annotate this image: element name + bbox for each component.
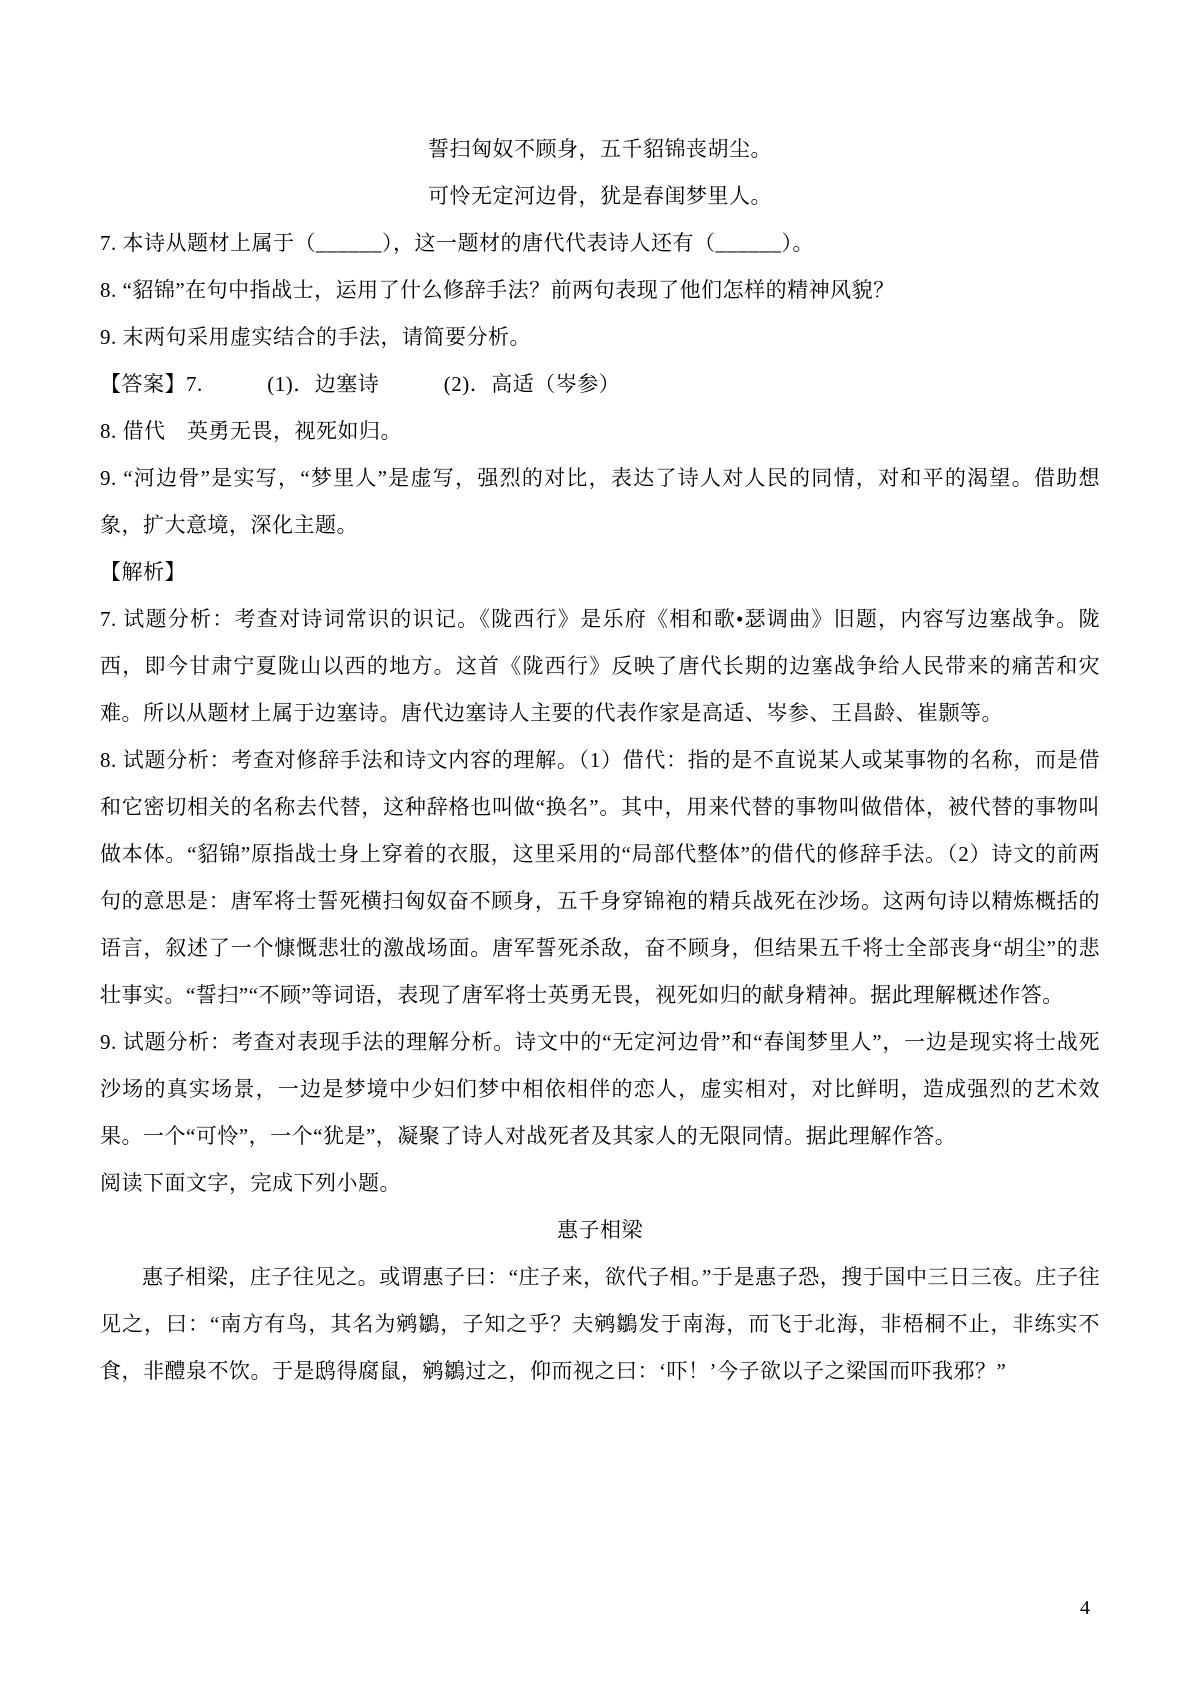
document-content xyxy=(100,126,1100,1395)
answer-9: 9. “河边骨”是实写，“梦里人”是虚写，强烈的对比，表达了诗人对人民的同情，对和平的渴望。借助想象，扩大意境，深化主题。 xyxy=(100,466,1100,537)
page-number: 4 xyxy=(1080,1597,1090,1619)
poem-line-1: 誓扫匈奴不顾身，五千貂锦丧胡尘。 xyxy=(428,137,772,161)
answer-8: 8. 借代 英勇无畏，视死如归。 xyxy=(100,419,402,443)
passage-text: 惠子相梁，庄子往见之。或谓惠子曰：“庄子来，欲代子相。”于是惠子恐，搜于国中三日三夜。庄子往见之，曰：“南方有鸟，其名为鹓鶵，子知之乎？夫鹓鶵发于南海，而飞于北海，非梧桐不止，非练实不食，非醴泉不饮。于是鸱得腐鼠，鹓鶵过之，仰而视之曰：‘吓！’今子欲以子之梁国而吓我邪？” xyxy=(100,1265,1100,1383)
passage-title: 惠子相梁 xyxy=(557,1218,643,1242)
analysis-question-8: 8. 试题分析：考查对修辞手法和诗文内容的理解。（1）借代：指的是不直说某人或某事物的名称，而是借和它密切相关的名称去代替，这种辞格也叫做“换名”。其中，用来代替的事物叫做借体，被代替的事物叫做本体。“貂锦”原指战士身上穿着的衣服，这里采用的“局部代整体”的借代的修辞手法。（2）诗文的前两句的意思是：唐军将士誓死横扫匈奴奋不顾身，五千身穿锦袍的精兵战死在沙场。这两句诗以精炼概括的语言，叙述了一个慷慨悲壮的激战场面。唐军誓死杀敌，奋不顾身，但结果五千将士全部丧身“胡尘”的悲壮事实。“誓扫”“不顾”等词语，表现了唐军将士英勇无畏，视死如归的献身精神。据此理解概述作答。 xyxy=(100,748,1100,1007)
analysis-question-9: 9. 试题分析：考查对表现手法的理解分析。诗文中的“无定河边骨”和“春闺梦里人”，一边是现实将士战死沙场的真实场景，一边是梦境中少妇们梦中相依相伴的恋人，虚实相对，对比鲜明，造成强烈的艺术效果。一个“可怜”，一个“犹是”，凝聚了诗人对战死者及其家人的无限同情。据此理解作答。 xyxy=(100,1030,1100,1148)
poem-line-2: 可怜无定河边骨，犹是春闺梦里人。 xyxy=(428,184,772,208)
question-8: 8. “貂锦”在句中指战士，运用了什么修辞手法？前两句表现了他们怎样的精神风貌？ xyxy=(100,278,895,302)
answer-7: 【答案】7. (1)．边塞诗 (2)．高适（岑参） xyxy=(100,372,621,396)
question-7: 7. 本诗从题材上属于（______），这一题材的唐代代表诗人还有（______）。 xyxy=(100,231,814,255)
analysis-label: 【解析】 xyxy=(100,560,186,584)
question-9: 9. 末两句采用虚实结合的手法，请简要分析。 xyxy=(100,325,531,349)
reading-instruction: 阅读下面文字，完成下列小题。 xyxy=(100,1171,401,1195)
analysis-question-7: 7. 试题分析：考查对诗词常识的识记。《陇西行》是乐府《相和歌•瑟调曲》旧题，内容写边塞战争。陇西，即今甘肃宁夏陇山以西的地方。这首《陇西行》反映了唐代长期的边塞战争给人民带来的痛苦和灾难。所以从题材上属于边塞诗。唐代边塞诗人主要的代表作家是高适、岑参、王昌龄、崔颢等。 xyxy=(100,607,1100,725)
